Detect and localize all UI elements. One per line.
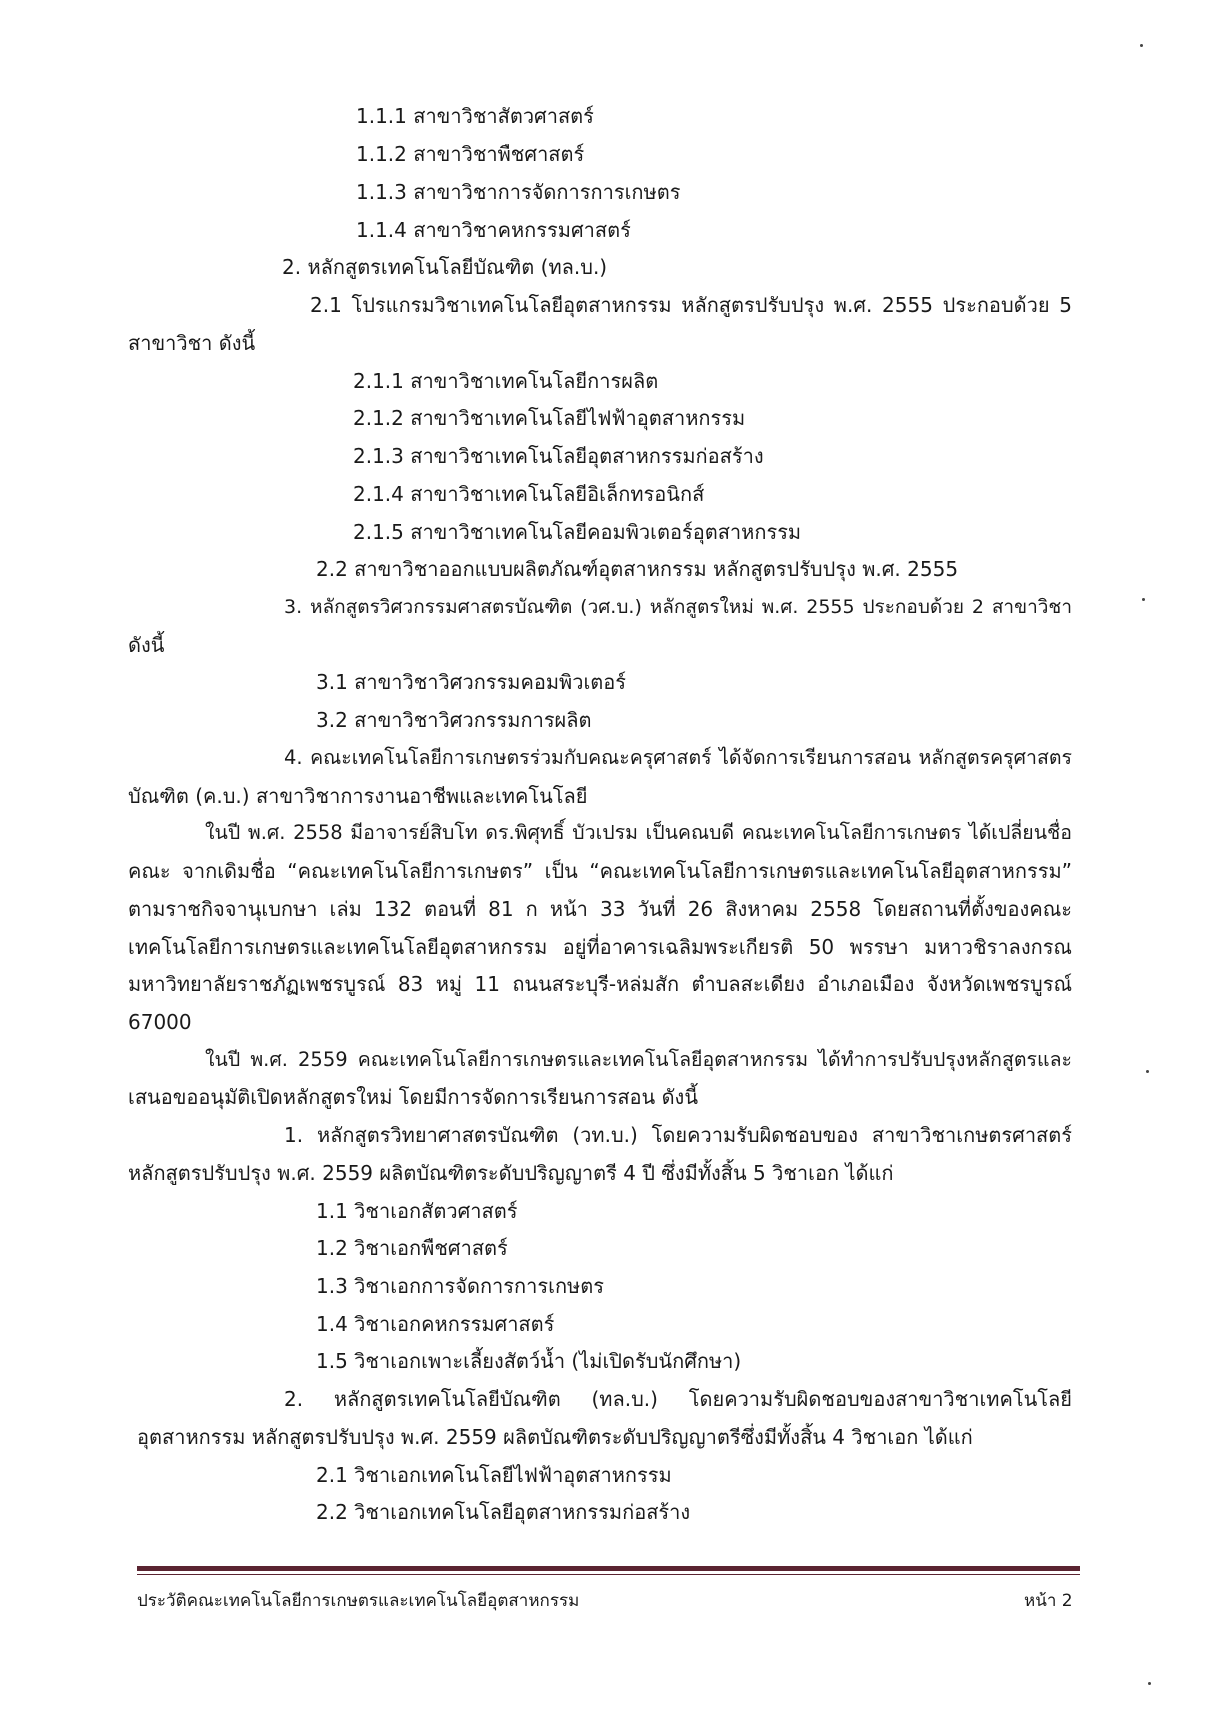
footer-title: ประวัติคณะเทคโนโลยีการเกษตรและเทคโนโลยีอุตสาหกรรม <box>137 1591 580 1611</box>
footer-rule <box>137 1566 1080 1571</box>
list-item-2-2: 2.2 สาขาวิชาออกแบบผลิตภัณฑ์อุตสาหกรรม หลักสูตรปรับปรุง พ.ศ. 2555 <box>316 557 959 581</box>
list-item-2-1-3: 2.1.3 สาขาวิชาเทคโนโลยีอุตสาหกรรมก่อสร้าง <box>353 444 764 468</box>
list-item-2: 2. หลักสูตรเทคโนโลยีบัณฑิต (ทล.บ.) โดยความรับผิดชอบของสาขาวิชาเทคโนโลยี <box>284 1387 1072 1411</box>
paragraph-line: มหาวิทยาลัยราชภัฏเพชรบูรณ์ 83 หมู่ 11 ถนนสระบุรี-หล่มสัก ตำบลสะเดียง อำเภอเมือง จังหวัดเพชรบูรณ์ <box>128 972 1072 996</box>
paragraph-line: เสนอขออนุมัติเปิดหลักสูตรใหม่ โดยมีการจัดการเรียนการสอน ดังนี้ <box>128 1085 698 1109</box>
paragraph-line: คณะ จากเดิมชื่อ “คณะเทคโนโลยีการเกษตร” เป็น “คณะเทคโนโลยีการเกษตรและเทคโนโลยีอุตสาหกรรม” <box>128 859 1072 883</box>
footer-rule-thin <box>137 1574 1080 1575</box>
list-item-4: 4. คณะเทคโนโลยีการเกษตรร่วมกับคณะครุศาสตร์ ได้จัดการเรียนการสอน หลักสูตรครุศาสตร <box>284 746 1072 769</box>
list-item-1: 1. หลักสูตรวิทยาศาสตรบัณฑิต (วท.บ.) โดยความรับผิดชอบของ สาขาวิชาเกษตรศาสตร์ <box>284 1123 1072 1147</box>
list-item-2-1-4: 2.1.4 สาขาวิชาเทคโนโลยีอิเล็กทรอนิกส์ <box>353 482 705 506</box>
list-item-1-1-1: 1.1.1 สาขาวิชาสัตวศาสตร์ <box>356 104 594 128</box>
list-item-2-1-2: 2.1.2 สาขาวิชาเทคโนโลยีไฟฟ้าอุตสาหกรรม <box>353 406 746 430</box>
list-item-1-3: 1.3 วิชาเอกการจัดการการเกษตร <box>316 1274 604 1298</box>
paragraph-line: ในปี พ.ศ. 2559 คณะเทคโนโลยีการเกษตรและเทคโนโลยีอุตสาหกรรม ได้ทำการปรับปรุงหลักสูตรและ <box>205 1048 1072 1071</box>
list-item-2-1-1: 2.1.1 สาขาวิชาเทคโนโลยีการผลิต <box>353 369 659 393</box>
page-number: หน้า 2 <box>1024 1591 1073 1611</box>
scan-speck <box>1140 44 1143 47</box>
scan-speck <box>1146 1070 1149 1073</box>
paragraph-line: สาขาวิชา ดังนี้ <box>128 331 256 355</box>
paragraph-line: 67000 <box>128 1010 192 1034</box>
paragraph-line: 2.1 โปรแกรมวิชาเทคโนโลยีอุตสาหกรรม หลักสูตรปรับปรุง พ.ศ. 2555 ประกอบด้วย 5 <box>310 293 1072 317</box>
paragraph-line: ในปี พ.ศ. 2558 มีอาจารย์สิบโท ดร.พิศุทธิ์ บัวเปรม เป็นคณบดี คณะเทคโนโลยีการเกษตร ได้เปลี่ยนชื่อ <box>205 821 1072 844</box>
list-item-1-1-2: 1.1.2 สาขาวิชาพืชศาสตร์ <box>356 142 585 166</box>
paragraph-line: ดังนี้ <box>128 633 165 657</box>
scan-speck <box>1148 1682 1151 1685</box>
list-item-1-5: 1.5 วิชาเอกเพาะเลี้ยงสัตว์น้ำ (ไม่เปิดรับนักศึกษา) <box>316 1349 742 1373</box>
list-item-1-2: 1.2 วิชาเอกพืชศาสตร์ <box>316 1236 508 1260</box>
list-item-1-1-3: 1.1.3 สาขาวิชาการจัดการการเกษตร <box>356 180 681 204</box>
paragraph-line: อุตสาหกรรม หลักสูตรปรับปรุง พ.ศ. 2559 ผลิตบัณฑิตระดับปริญญาตรีซึ่งมีทั้งสิ้น 4 วิชาเอก ได้แก่ <box>137 1425 973 1449</box>
scan-speck <box>1142 598 1145 601</box>
list-item-2-2: 2.2 วิชาเอกเทคโนโลยีอุตสาหกรรมก่อสร้าง <box>316 1500 691 1524</box>
list-item-2-1-5: 2.1.5 สาขาวิชาเทคโนโลยีคอมพิวเตอร์อุตสาหกรรม <box>353 520 802 544</box>
paragraph-line: เทคโนโลยีการเกษตรและเทคโนโลยีอุตสาหกรรม อยู่ที่อาคารเฉลิมพระเกียรติ 50 พรรษา มหาวชิราลงกรณ <box>128 935 1072 959</box>
list-item-2-1: 2.1 วิชาเอกเทคโนโลยีไฟฟ้าอุตสาหกรรม <box>316 1463 672 1487</box>
list-item-3-1: 3.1 สาขาวิชาวิศวกรรมคอมพิวเตอร์ <box>316 670 627 694</box>
paragraph-line: บัณฑิต (ค.บ.) สาขาวิชาการงานอาชีพและเทคโนโลยี <box>128 784 588 808</box>
paragraph-line: หลักสูตรปรับปรุง พ.ศ. 2559 ผลิตบัณฑิตระดับปริญญาตรี 4 ปี ซึ่งมีทั้งสิ้น 5 วิชาเอก ได้แก่ <box>128 1161 894 1185</box>
list-item-1-1-4: 1.1.4 สาขาวิชาคหกรรมศาสตร์ <box>356 218 631 242</box>
list-item-3: 3. หลักสูตรวิศวกรรมศาสตรบัณฑิต (วศ.บ.) หลักสูตรใหม่ พ.ศ. 2555 ประกอบด้วย 2 สาขาวิชา <box>284 596 1072 618</box>
list-item-1-1: 1.1 วิชาเอกสัตวศาสตร์ <box>316 1199 518 1223</box>
paragraph-line: ตามราชกิจจานุเบกษา เล่ม 132 ตอนที่ 81 ก หน้า 33 วันที่ 26 สิงหาคม 2558 โดยสถานที่ตั้งของคณะ <box>128 897 1072 921</box>
list-item-1-4: 1.4 วิชาเอกคหกรรมศาสตร์ <box>316 1312 555 1336</box>
list-item-3-2: 3.2 สาขาวิชาวิศวกรรมการผลิต <box>316 708 592 732</box>
list-item-2: 2. หลักสูตรเทคโนโลยีบัณฑิต (ทล.บ.) <box>282 255 608 279</box>
